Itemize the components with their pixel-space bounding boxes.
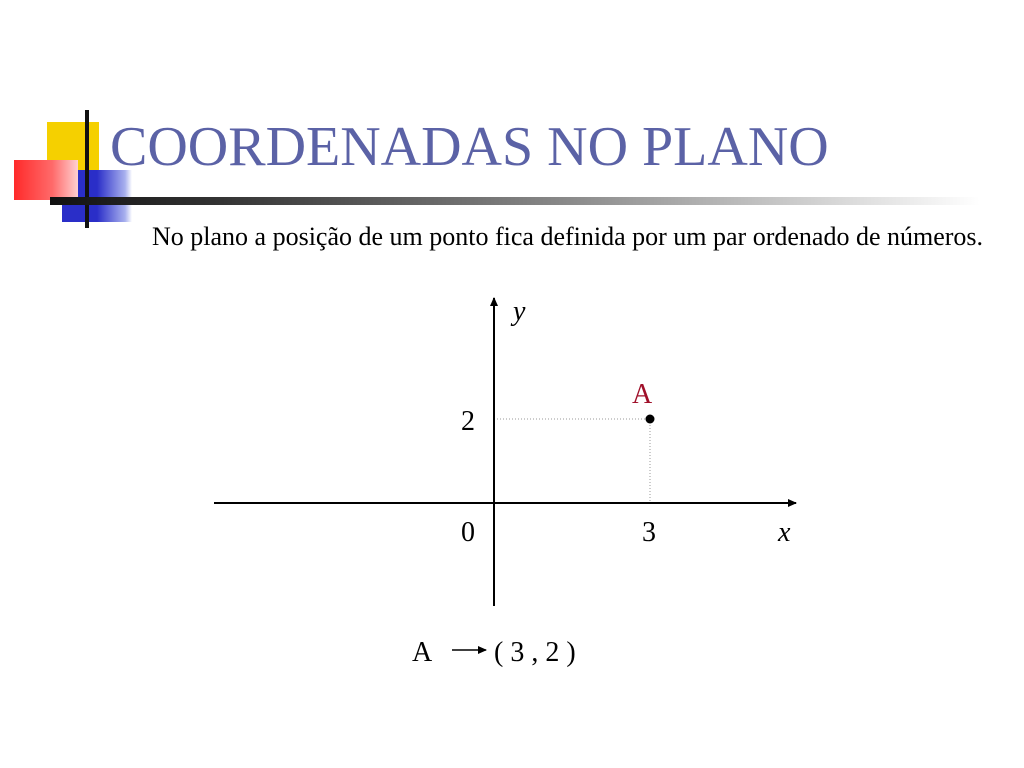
- body-text: No plano a posição de um ponto fica definida por um par ordenado de números.: [152, 222, 984, 251]
- y-tick-label: 2: [461, 406, 475, 437]
- slide-title: COORDENADAS NO PLANO: [110, 116, 829, 178]
- y-axis-label: y: [513, 296, 526, 327]
- mapping-coordinates: ( 3 , 2 ): [494, 637, 576, 668]
- x-tick-label: 3: [642, 517, 656, 548]
- origin-label: 0: [461, 517, 475, 548]
- point-a-marker: [646, 415, 655, 424]
- mapping-point-label: A: [412, 637, 433, 668]
- point-a-label: A: [632, 379, 653, 410]
- x-axis-label: x: [778, 517, 791, 548]
